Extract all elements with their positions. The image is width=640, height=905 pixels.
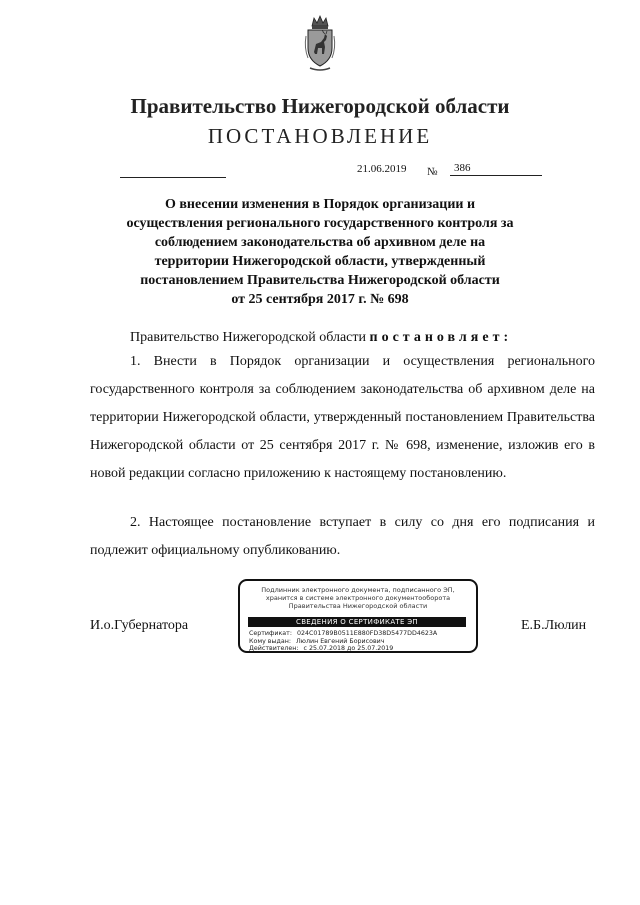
signer-name: Е.Б.Люлин	[521, 618, 587, 633]
valid-value: с 25.07.2018 до 25.07.2019	[303, 645, 394, 652]
certificate-label: Сертификат:	[249, 630, 292, 637]
stamp-valid-row	[249, 645, 437, 653]
stamp-details	[249, 630, 437, 653]
issued-to-value: Люлин Евгений Борисович	[295, 637, 385, 645]
stamp-header-line: Подлинник электронного документа, подписанного ЭП,	[261, 586, 455, 594]
stamp-certificate-bar: СВЕДЕНИЯ О СЕРТИФИКАТЕ ЭП	[248, 617, 466, 627]
preamble-resolves: постановляет:	[369, 330, 513, 345]
paragraph-1: 1. Внести в Порядок организации и осуществления регионального государственного контроля за соблюдением законодательства об архивном деле на территории Нижегородской области, утвержденный постановлением Правительства Нижегородской области от 25 сентября 2017 г. № 698, изменение, изложив его в новой редакции согласно приложению к настоящему постановлению.	[90, 354, 595, 481]
e-signature-stamp	[238, 579, 478, 653]
title-line: осуществления регионального государственного контроля за	[126, 216, 514, 231]
title-line: от 25 сентября 2017 г. № 698	[231, 292, 409, 307]
document-title	[100, 195, 540, 309]
document-number	[450, 162, 542, 176]
title-line: соблюдением законодательства об архивном деле на	[154, 235, 486, 250]
stamp-certificate-row	[249, 630, 437, 638]
title-line: постановлением Правительства Нижегородской области	[140, 273, 500, 288]
stamp-header	[240, 586, 476, 610]
paragraph-2: 2. Настоящее постановление вступает в силу со дня его подписания и подлежит официальному опубликованию.	[90, 515, 595, 558]
issuing-authority: Правительство Нижегородской области	[130, 94, 510, 118]
valid-label: Действителен:	[249, 645, 299, 652]
document-type: ПОСТАНОВЛЕНИЕ	[207, 124, 433, 148]
title-line: О внесении изменения в Порядок организации и	[164, 197, 476, 212]
stamp-issued-to-row	[249, 638, 437, 646]
title-line: территории Нижегородской области, утвержденный	[154, 254, 486, 269]
document-date: 21.06.2019	[357, 163, 407, 175]
blank-line	[120, 177, 226, 178]
number-sign: №	[427, 166, 438, 178]
coat-of-arms-icon	[302, 14, 338, 74]
stamp-header-line: Правительства Нижегородской области	[288, 602, 428, 610]
document-number-value: 386	[454, 162, 471, 174]
certificate-value: 024C01789B0511E880FD38D5477DD4623A	[296, 630, 438, 637]
issued-to-label: Кому выдан:	[249, 637, 291, 645]
signer-position: И.о.Губернатора	[90, 618, 189, 633]
preamble-text: Правительство Нижегородской области	[130, 330, 370, 345]
stamp-header-line: хранится в системе электронного документооборота	[265, 594, 451, 602]
